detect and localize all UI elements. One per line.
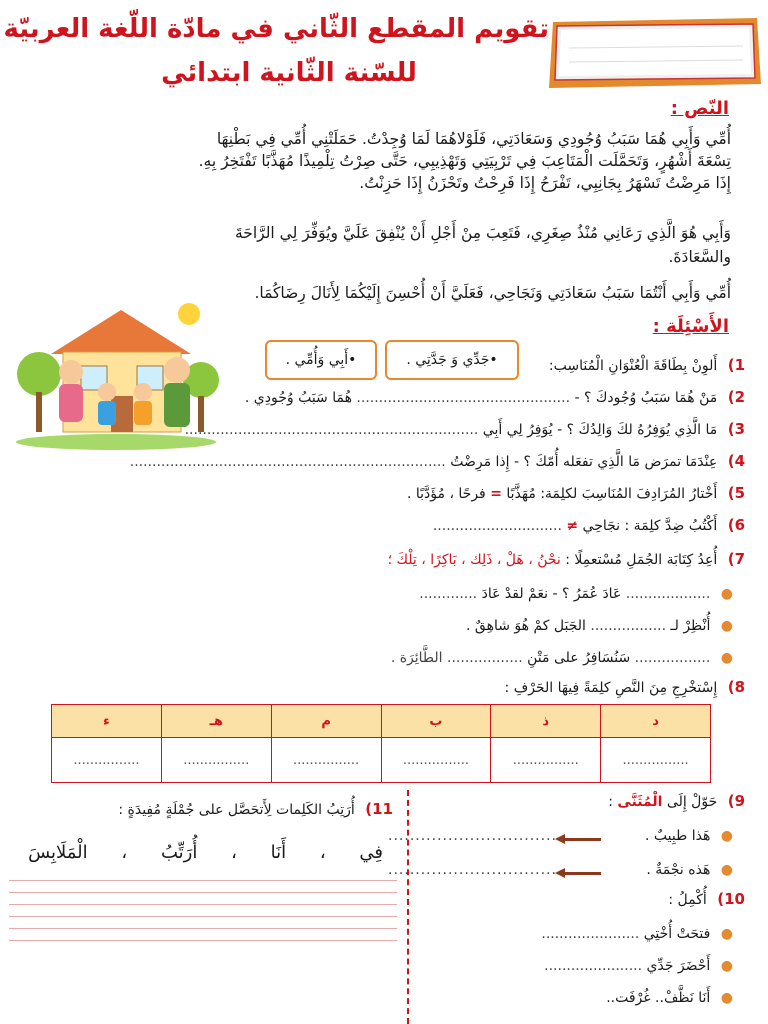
- passage-line: إِذَا مَرِضْتُ تَسْهَرُ بِجَانِبِي، تَفْرَحُ إِذَا فَرِحْتُ وتَحْزَنُ إِذَا حَزِنْتُ.: [360, 174, 732, 192]
- question-text: أُعِدُ كِتَابَة الجُمَلِ مُسْتعمِلًا :: [566, 552, 719, 568]
- sentence-item: [467, 618, 734, 634]
- answer-blank[interactable]: ................. الطَّائِرَة .: [391, 650, 524, 666]
- complete-item: [542, 926, 734, 942]
- question-number: 5): [728, 484, 746, 502]
- bullet-icon: ●: [721, 990, 734, 1006]
- question-5: [408, 484, 746, 502]
- question-number: 11): [366, 800, 394, 818]
- answer-cell[interactable]: ................: [272, 738, 382, 783]
- sentence-item: [392, 650, 734, 666]
- choice-card-parents[interactable]: •أَبِي وَأُمِّي .: [266, 340, 378, 380]
- question-number: 6): [728, 516, 746, 534]
- answer-cell[interactable]: ................: [162, 738, 272, 783]
- question-number: 3): [728, 420, 746, 438]
- page-title: تقويم المقطع الثّاني في مادّة اللّغة العربيّة: [4, 14, 550, 44]
- item-text[interactable]: أَنَا نَظَّفْ.. غُرْفَت..: [607, 990, 712, 1006]
- answer-blank[interactable]: ......................: [545, 958, 644, 974]
- word-item: فِي: [360, 842, 384, 863]
- letter-cell: ب: [382, 705, 492, 738]
- passage-line: أُمِّي وَأَبِي أَنْتُمَا سَبَبُ سَعَادَتِي وَنَجَاحِي، فَعَلَيَّ أَنْ أُحْسِنَ إِلَيْكُمَا لِأَنَالَ رِضَاكُمَا.: [255, 284, 732, 302]
- question-2: [246, 388, 746, 406]
- passage-line: أُمِّي وَأَبِي هُمَا سَبَبُ وُجُودِي وَسَعَادَتِي، فَلَوْلاهُمَا لَمَا وُجِدْتُ. حَمَلَتْنِي أُمِّي فِي بَطْنِهَا: [217, 130, 732, 148]
- question-7: [389, 550, 746, 568]
- answer-blank[interactable]: ................................................: [357, 390, 572, 406]
- word-separator: ،: [232, 842, 238, 863]
- question-number: 10): [718, 890, 746, 908]
- question-10: [669, 890, 746, 908]
- equals-sign: =: [491, 486, 503, 502]
- answer-prefix: هُمَا سَبَبُ وُجُودِي .: [245, 390, 353, 406]
- questions-heading: الأَسْئِلَة :: [653, 316, 730, 337]
- question-8: [506, 678, 746, 696]
- answer-blank[interactable]: ...................: [626, 586, 712, 602]
- letter-cell: د: [602, 705, 712, 738]
- item-text: هَذه نجْمَةٌ .: [647, 862, 712, 878]
- answer-blank[interactable]: [389, 828, 558, 844]
- complete-item: [607, 990, 734, 1006]
- letter-cell: ذ: [492, 705, 602, 738]
- bullet-icon: ●: [721, 958, 734, 974]
- bullet-icon: ●: [721, 618, 734, 634]
- bullet-icon: ●: [721, 586, 734, 602]
- answer-blank[interactable]: .................: [591, 618, 668, 634]
- synonym-options[interactable]: فرحًا ، مُؤَدَّبًا .: [407, 486, 487, 502]
- answer-blank[interactable]: [389, 862, 558, 878]
- writing-line[interactable]: [10, 892, 398, 893]
- arrow-left-icon: [564, 872, 602, 875]
- question-11: [119, 800, 394, 818]
- answer-cell[interactable]: ................: [382, 738, 492, 783]
- question-number: 2): [728, 388, 746, 406]
- sentence-item: [420, 586, 734, 602]
- question-number: 8): [728, 678, 746, 696]
- question-number: 9): [728, 792, 746, 810]
- item-text: أَحْضَرَ جَدِّي: [647, 958, 712, 974]
- answer-blank[interactable]: .............: [420, 586, 479, 602]
- question-text: أُرَتِبُ الكَلِمات لِأَتحَصَّل على جُمْلَةٍ مُفِيدَةٍ :: [119, 802, 356, 818]
- question-colon: :: [609, 794, 614, 810]
- sentence-text: سَنُسَافِرُ على مَتْنِ: [528, 650, 632, 666]
- question-number: 4): [728, 452, 746, 470]
- question-6: [434, 516, 746, 534]
- question-text: إِسْتخْرِجِ مِنَ النَّصِ كلِمَةً فِيهَا الحَرْفِ :: [505, 680, 719, 696]
- question-3: [186, 420, 746, 438]
- answer-prefix: يُوَفِرُ لِي أَبِي: [483, 422, 554, 438]
- question-4: [131, 452, 746, 470]
- letter-cell: م: [272, 705, 382, 738]
- answer-dots[interactable]: ...............................: [389, 862, 558, 878]
- answer-cell[interactable]: ................: [53, 738, 163, 783]
- answer-cell[interactable]: ................: [602, 738, 712, 783]
- item-text: هَذا طبِيبٌ .: [646, 828, 712, 844]
- question-text: أَلوِنْ بِطَاقَةَ الْعُنْوَانِ الْمُنَاسِب:: [549, 358, 719, 374]
- sentence-text: أُنْظِرْ لـ: [671, 618, 712, 634]
- transform-item: [647, 862, 734, 878]
- passage-line: وَأَبِي هُوَ الَّذِي رَعَانِي مُنْذُ صِغَرِي، فَتَعِبَ مِنْ أَجْلِ أَنْ يُنْفِقَ عَلَيَّ ويُوَفِّرَ لِي الرَّاحَةَ: [235, 224, 732, 242]
- target-word: مُهَذَّبًا: [507, 486, 537, 502]
- question-9: [609, 792, 746, 810]
- question-number: 7): [728, 550, 746, 568]
- question-text: مَنْ هُمَا سَبَبُ وُجُودكَ ؟ -: [575, 390, 719, 406]
- page-subtitle: للسّنة الثّانية ابتدائي: [162, 58, 418, 88]
- writing-line[interactable]: [10, 916, 398, 917]
- sentence-text: عَادَ عُمَرُ ؟ - نعَمْ لقدْ عَادَ: [482, 586, 623, 602]
- question-text: أَكْتُبُ ضِدَّ كلِمَة : نجَاحِي: [583, 518, 719, 534]
- question-text: أُكْمِلُ :: [669, 892, 708, 908]
- passage-line: تِسْعَةَ أَشْهُرٍ، وَتَحَمَّلَت الْمَتَاعِبَ فِي تَرْبِيَتِي وَتَهْذِيبِي، حَتَّى صِرْتُ تِلْمِيذًا مُهَذَّبًا تَفْتَخِرُ بِهِ.: [199, 152, 732, 170]
- word-bank: نحْنُ ، هَلْ ، ذَلِك ، بَاكِرًا ، تِلْكَ ؛: [388, 552, 562, 568]
- writing-line[interactable]: [10, 928, 398, 929]
- column-divider: [408, 790, 410, 1024]
- decorative-banner: [548, 18, 764, 88]
- choice-card-grandparents[interactable]: •جَدِّي وَ جَدَّتِي .: [386, 340, 520, 380]
- question-text: حَوّلْ إِلَى: [667, 794, 719, 810]
- arrow-left-icon: [564, 838, 602, 841]
- keyword: الْمُثَنَّى: [618, 794, 664, 810]
- bullet-icon: ●: [721, 650, 734, 666]
- question-text: عِنْدَمَا تمرَض مَا الَّذِي تفعَله أُمّكَ ؟ -: [514, 454, 719, 470]
- answer-cell[interactable]: ................: [492, 738, 602, 783]
- answer-blank[interactable]: ......................: [542, 926, 641, 942]
- word-list: [0, 842, 384, 863]
- bullet-icon: ●: [721, 926, 734, 942]
- answer-blank[interactable]: .............................: [433, 518, 563, 534]
- writing-line[interactable]: [10, 904, 398, 905]
- bullet-icon: ●: [721, 862, 734, 878]
- transform-item: [646, 828, 734, 844]
- word-item: أُرَتِّبُ: [161, 842, 199, 863]
- complete-item: [545, 958, 734, 974]
- letters-header-row: [53, 705, 712, 738]
- answer-blank[interactable]: .................: [635, 650, 712, 666]
- word-separator: ،: [122, 842, 129, 863]
- letter-cell: هـ: [162, 705, 272, 738]
- answer-blank[interactable]: .......................................................................: [130, 454, 447, 470]
- letter-cell: ء: [53, 705, 163, 738]
- letters-table: [52, 704, 712, 783]
- word-item: أَنَا: [271, 842, 288, 863]
- answer-prefix: إِذا مَرِضْتُ: [451, 454, 511, 470]
- question-number: 1): [728, 356, 746, 374]
- not-equal-sign: ≠: [567, 518, 580, 534]
- bullet-icon: ●: [721, 828, 734, 844]
- item-text: فتحَتْ أُخْتِي: [644, 926, 712, 942]
- passage-line: والسَّعَادَةَ.: [669, 248, 732, 266]
- question-text: مَا الَّذِي يُوَفِرُهُ لكَ وَالِدُكَ ؟ -: [558, 422, 719, 438]
- passage-heading: النّص :: [671, 98, 730, 119]
- word-separator: ،: [320, 842, 327, 863]
- question-text: أَخْتارُ المُرَادِفَ المُنَاسِبَ لكلِمَة:: [541, 486, 719, 502]
- answer-dots[interactable]: ...............................: [389, 828, 558, 844]
- question-1: [550, 356, 746, 374]
- writing-line[interactable]: [10, 940, 398, 941]
- answers-row: [53, 738, 712, 783]
- answer-blank[interactable]: ..................................................................: [185, 422, 480, 438]
- word-item: الْمَلَابِسَ: [29, 842, 89, 863]
- sentence-text: الجَبَل كمْ هُوَ شاهِقٌ .: [467, 618, 587, 634]
- writing-line[interactable]: [10, 880, 398, 881]
